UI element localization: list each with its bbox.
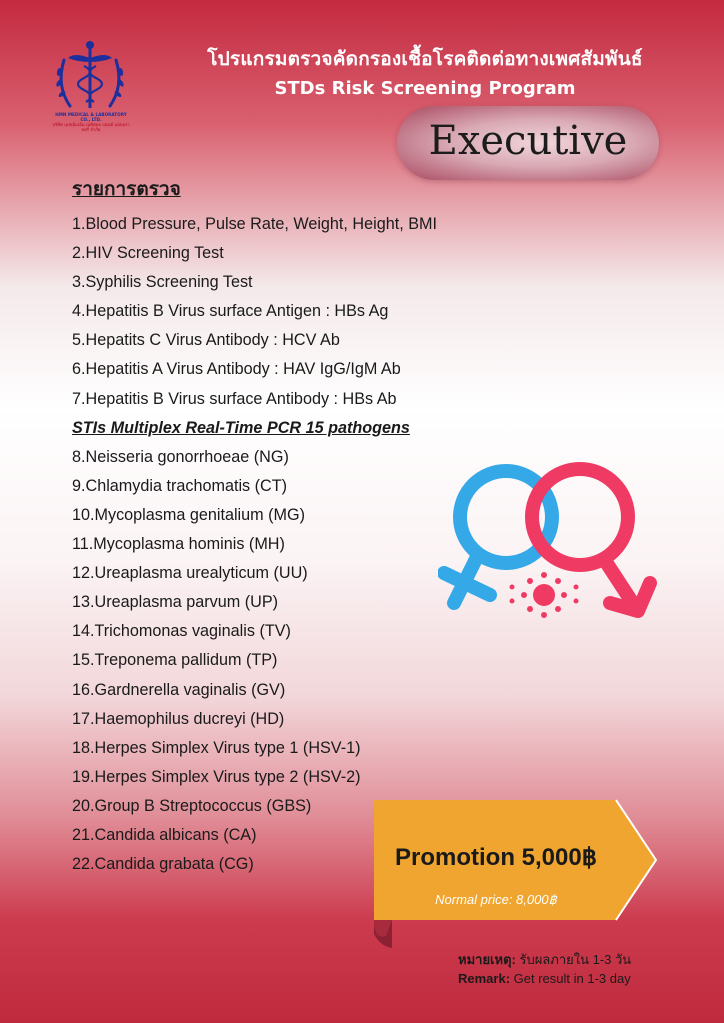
gender-symbols-virus-icon (438, 455, 670, 625)
test-item: 8.Neisseria gonorrhoeae (NG) (72, 447, 289, 466)
test-item: 11.Mycoplasma hominis (MH) (72, 535, 285, 554)
promotion-price: Promotion 5,000฿ (395, 844, 597, 871)
test-item: 9.Chlamydia trachomatis (CT) (72, 476, 287, 495)
remark-th-text: รับผลภายใน 1-3 วัน (515, 952, 632, 967)
test-item: 18.Herpes Simplex Virus type 1 (HSV-1) (72, 738, 361, 757)
logo-line-en: HMN MEDICAL & LABORATORY CO., LTD. (55, 112, 127, 122)
remark-block (458, 950, 631, 988)
checklist-title: รายการตรวจ (72, 178, 181, 200)
pcr-subheading: STIs Multiplex Real-Time PCR 15 pathogens (72, 418, 410, 437)
test-item: 20.Group B Streptococcus (GBS) (72, 796, 312, 815)
test-item: 16.Gardnerella vaginalis (GV) (72, 680, 286, 699)
test-item: 3.Syphilis Screening Test (72, 273, 253, 292)
promotion-ribbon (366, 796, 666, 956)
logo-text (52, 112, 130, 132)
test-item-list (72, 210, 437, 879)
program-title-english: STDs Risk Screening Program (274, 78, 576, 99)
normal-price: Normal price: 8,000฿ (435, 892, 557, 907)
test-item: 1.Blood Pressure, Pulse Rate, Weight, Height, BMI (72, 215, 437, 233)
test-item: 4.Hepatitis B Virus surface Antigen : HBs Ag (72, 302, 389, 321)
test-item: 2.HIV Screening Test (72, 244, 224, 263)
test-item: 22.Candida grabata (CG) (72, 855, 254, 874)
remark-en-label: Remark: (458, 971, 511, 986)
test-item: 19.Herpes Simplex Virus type 2 (HSV-2) (72, 767, 361, 786)
test-item: 5.Hepatits C Virus Antibody : HCV Ab (72, 331, 340, 350)
test-item: 6.Hepatitis A Virus Antibody : HAV IgG/IgM Ab (72, 360, 401, 379)
test-item: 17.Haemophilus ducreyi (HD) (72, 709, 285, 728)
test-item: 7.Hepatitis B Virus surface Antibody : HBs Ab (72, 389, 397, 408)
company-logo-icon (50, 36, 130, 116)
test-item: 10.Mycoplasma genitalium (MG) (72, 505, 305, 524)
test-item: 21.Candida albicans (CA) (72, 825, 257, 844)
test-item: 13.Ureaplasma parvum (UP) (72, 593, 279, 612)
test-item: 12.Ureaplasma urealyticum (UU) (72, 564, 308, 583)
remark-th-label: หมายเหตุ: (458, 952, 516, 967)
executive-badge-label: Executive (428, 118, 628, 164)
program-title-thai: โปรแกรมตรวจคัดกรองเชื้อโรคติดต่อทางเพศสัมพันธ์ (207, 48, 643, 70)
logo-line-th: บริษัท เอชเอ็มเอ็น เมดิคอล แอนด์ แลบอราทอรี่ จำกัด (52, 122, 130, 132)
test-item: 15.Treponema pallidum (TP) (72, 651, 278, 670)
remark-en-text: Get result in 1-3 day (510, 971, 631, 986)
test-item: 14.Trichomonas vaginalis (TV) (72, 622, 291, 641)
